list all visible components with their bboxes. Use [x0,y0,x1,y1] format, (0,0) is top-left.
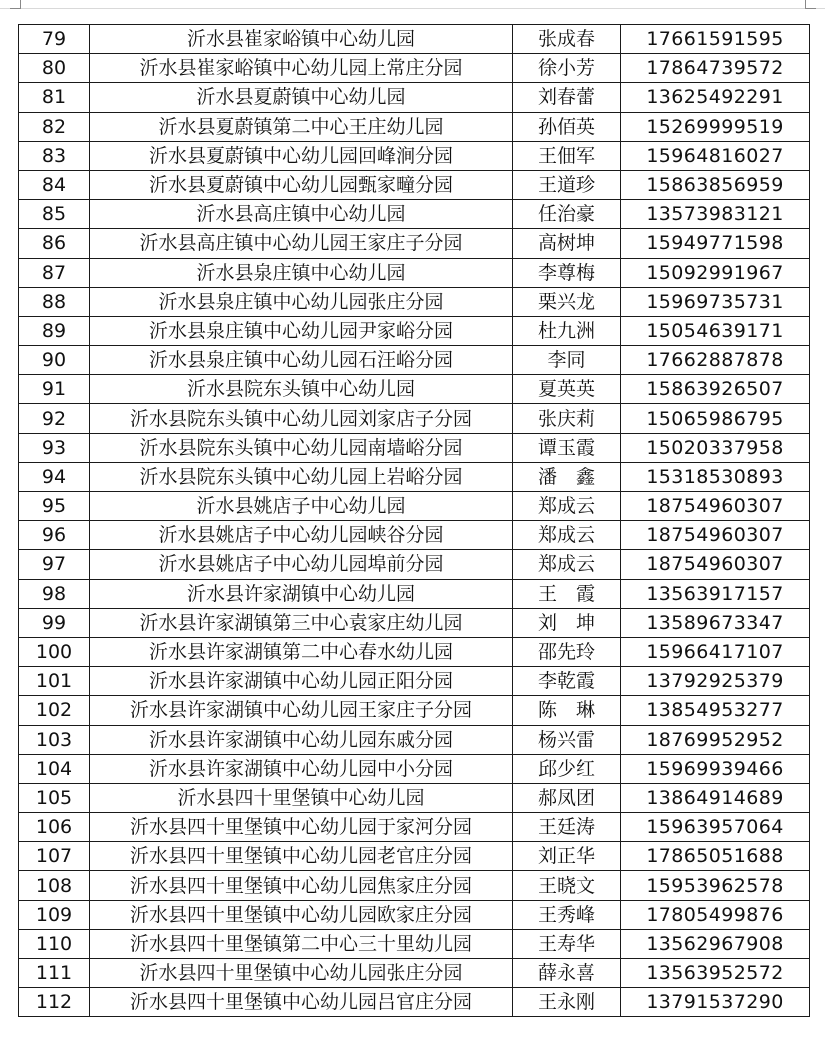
row-number-cell: 82 [19,112,90,141]
kindergarten-name-cell: 沂水县许家湖镇中心幼儿园中小分园 [90,754,513,783]
contact-person-cell: 郝凤团 [513,783,621,812]
contact-person-cell: 薛永喜 [513,959,621,988]
contact-person-cell: 李同 [513,346,621,375]
phone-number-cell: 15969939466 [621,754,810,783]
phone-number-cell: 13563952572 [621,959,810,988]
contact-person-cell: 李尊梅 [513,258,621,287]
contact-person-cell: 张庆莉 [513,404,621,433]
phone-number-cell: 13864914689 [621,783,810,812]
row-number-cell: 86 [19,229,90,258]
kindergarten-name-cell: 沂水县许家湖镇第二中心春水幼儿园 [90,637,513,666]
kindergarten-name-cell: 沂水县泉庄镇中心幼儿园张庄分园 [90,287,513,316]
phone-number-cell: 15065986795 [621,404,810,433]
row-number-cell: 81 [19,83,90,112]
phone-number-cell: 18769952952 [621,725,810,754]
row-number-cell: 88 [19,287,90,316]
phone-number-cell: 15054639171 [621,316,810,345]
contact-person-cell: 杨兴雷 [513,725,621,754]
row-number-cell: 103 [19,725,90,754]
table-row [19,929,810,958]
row-number-cell: 96 [19,521,90,550]
kindergarten-name-cell: 沂水县四十里堡镇中心幼儿园于家河分园 [90,813,513,842]
kindergarten-name-cell: 沂水县高庄镇中心幼儿园 [90,200,513,229]
page-corner-mark-right [805,0,816,9]
phone-number-cell: 15269999519 [621,112,810,141]
contact-person-cell: 郑成云 [513,492,621,521]
kindergarten-contact-table [18,24,810,1017]
row-number-cell: 85 [19,200,90,229]
row-number-cell: 111 [19,959,90,988]
contact-person-cell: 栗兴龙 [513,287,621,316]
table-row [19,170,810,199]
contact-person-cell: 邱少红 [513,754,621,783]
table-row [19,813,810,842]
row-number-cell: 83 [19,141,90,170]
phone-number-cell: 13791537290 [621,988,810,1017]
kindergarten-name-cell: 沂水县许家湖镇第三中心袁家庄幼儿园 [90,608,513,637]
phone-number-cell: 13573983121 [621,200,810,229]
kindergarten-name-cell: 沂水县高庄镇中心幼儿园王家庄子分园 [90,229,513,258]
row-number-cell: 94 [19,462,90,491]
table-row [19,871,810,900]
kindergarten-name-cell: 沂水县许家湖镇中心幼儿园 [90,579,513,608]
row-number-cell: 79 [19,25,90,54]
kindergarten-name-cell: 沂水县夏蔚镇第二中心王庄幼儿园 [90,112,513,141]
table-row [19,842,810,871]
table-row [19,783,810,812]
phone-number-cell: 17662887878 [621,346,810,375]
contact-person-cell: 张成春 [513,25,621,54]
row-number-cell: 97 [19,550,90,579]
table-row [19,141,810,170]
contact-person-cell: 夏英英 [513,375,621,404]
contact-person-cell: 谭玉霞 [513,433,621,462]
table-row [19,433,810,462]
table-row [19,54,810,83]
kindergarten-name-cell: 沂水县四十里堡镇中心幼儿园焦家庄分园 [90,871,513,900]
table-row [19,900,810,929]
phone-number-cell: 13854953277 [621,696,810,725]
table-row [19,608,810,637]
phone-number-cell: 17661591595 [621,25,810,54]
table-row [19,696,810,725]
page-corner-mark-left [10,0,21,9]
row-number-cell: 106 [19,813,90,842]
row-number-cell: 108 [19,871,90,900]
table-row [19,375,810,404]
row-number-cell: 91 [19,375,90,404]
kindergarten-name-cell: 沂水县院东头镇中心幼儿园南墙峪分园 [90,433,513,462]
contact-person-cell: 徐小芳 [513,54,621,83]
row-number-cell: 112 [19,988,90,1017]
table-row [19,492,810,521]
row-number-cell: 89 [19,316,90,345]
row-number-cell: 99 [19,608,90,637]
phone-number-cell: 13562967908 [621,929,810,958]
contact-person-cell: 孙佰英 [513,112,621,141]
table-row [19,725,810,754]
row-number-cell: 87 [19,258,90,287]
row-number-cell: 107 [19,842,90,871]
phone-number-cell: 15966417107 [621,637,810,666]
contact-person-cell: 邵先玲 [513,637,621,666]
kindergarten-name-cell: 沂水县许家湖镇中心幼儿园正阳分园 [90,667,513,696]
contact-person-cell: 刘正华 [513,842,621,871]
kindergarten-name-cell: 沂水县许家湖镇中心幼儿园东戚分园 [90,725,513,754]
kindergarten-name-cell: 沂水县四十里堡镇第二中心三十里幼儿园 [90,929,513,958]
contact-person-cell: 潘 鑫 [513,462,621,491]
phone-number-cell: 17805499876 [621,900,810,929]
phone-number-cell: 17865051688 [621,842,810,871]
kindergarten-name-cell: 沂水县四十里堡镇中心幼儿园张庄分园 [90,959,513,988]
table-row [19,404,810,433]
row-number-cell: 101 [19,667,90,696]
kindergarten-name-cell: 沂水县泉庄镇中心幼儿园 [90,258,513,287]
contact-person-cell: 郑成云 [513,550,621,579]
phone-number-cell: 15964816027 [621,141,810,170]
contact-person-cell: 王 霞 [513,579,621,608]
row-number-cell: 93 [19,433,90,462]
contact-person-cell: 王永刚 [513,988,621,1017]
contact-person-cell: 高树坤 [513,229,621,258]
phone-number-cell: 15963957064 [621,813,810,842]
row-number-cell: 90 [19,346,90,375]
kindergarten-name-cell: 沂水县泉庄镇中心幼儿园尹家峪分园 [90,316,513,345]
row-number-cell: 80 [19,54,90,83]
kindergarten-name-cell: 沂水县院东头镇中心幼儿园刘家店子分园 [90,404,513,433]
contact-person-cell: 李乾霞 [513,667,621,696]
kindergarten-name-cell: 沂水县姚店子中心幼儿园埠前分园 [90,550,513,579]
row-number-cell: 102 [19,696,90,725]
phone-number-cell: 15953962578 [621,871,810,900]
phone-number-cell: 13589673347 [621,608,810,637]
kindergarten-name-cell: 沂水县崔家峪镇中心幼儿园上常庄分园 [90,54,513,83]
kindergarten-name-cell: 沂水县四十里堡镇中心幼儿园欧家庄分园 [90,900,513,929]
contact-person-cell: 任治豪 [513,200,621,229]
contact-person-cell: 郑成云 [513,521,621,550]
contact-person-cell: 王佃军 [513,141,621,170]
row-number-cell: 98 [19,579,90,608]
phone-number-cell: 18754960307 [621,550,810,579]
contact-person-cell: 王廷涛 [513,813,621,842]
row-number-cell: 95 [19,492,90,521]
kindergarten-name-cell: 沂水县四十里堡镇中心幼儿园 [90,783,513,812]
contact-person-cell: 王秀峰 [513,900,621,929]
phone-number-cell: 15969735731 [621,287,810,316]
contact-person-cell: 王晓文 [513,871,621,900]
phone-number-cell: 13625492291 [621,83,810,112]
contact-person-cell: 刘春蕾 [513,83,621,112]
phone-number-cell: 15949771598 [621,229,810,258]
phone-number-cell: 13563917157 [621,579,810,608]
table-row [19,550,810,579]
table-row [19,667,810,696]
row-number-cell: 110 [19,929,90,958]
row-number-cell: 105 [19,783,90,812]
kindergarten-name-cell: 沂水县院东头镇中心幼儿园 [90,375,513,404]
phone-number-cell: 18754960307 [621,492,810,521]
table-row [19,258,810,287]
kindergarten-name-cell: 沂水县崔家峪镇中心幼儿园 [90,25,513,54]
phone-number-cell: 15318530893 [621,462,810,491]
phone-number-cell: 15863856959 [621,170,810,199]
phone-number-cell: 13792925379 [621,667,810,696]
table-row [19,287,810,316]
table-row [19,579,810,608]
contact-person-cell: 杜九洲 [513,316,621,345]
contact-person-cell: 王道珍 [513,170,621,199]
table-row [19,316,810,345]
phone-number-cell: 15092991967 [621,258,810,287]
kindergarten-name-cell: 沂水县夏蔚镇中心幼儿园回峰涧分园 [90,141,513,170]
kindergarten-name-cell: 沂水县四十里堡镇中心幼儿园吕官庄分园 [90,988,513,1017]
kindergarten-name-cell: 沂水县院东头镇中心幼儿园上岩峪分园 [90,462,513,491]
table-row [19,959,810,988]
contact-person-cell: 王寿华 [513,929,621,958]
table-body [19,25,810,1017]
kindergarten-name-cell: 沂水县夏蔚镇中心幼儿园 [90,83,513,112]
table-row [19,83,810,112]
table-row [19,521,810,550]
kindergarten-name-cell: 沂水县四十里堡镇中心幼儿园老官庄分园 [90,842,513,871]
table-row [19,637,810,666]
table-row [19,462,810,491]
phone-number-cell: 15863926507 [621,375,810,404]
kindergarten-name-cell: 沂水县夏蔚镇中心幼儿园甄家疃分园 [90,170,513,199]
kindergarten-name-cell: 沂水县姚店子中心幼儿园 [90,492,513,521]
row-number-cell: 92 [19,404,90,433]
row-number-cell: 100 [19,637,90,666]
table-row [19,988,810,1017]
table-row [19,112,810,141]
page-top-rule [0,8,825,9]
table-row [19,200,810,229]
kindergarten-name-cell: 沂水县姚店子中心幼儿园峡谷分园 [90,521,513,550]
phone-number-cell: 17864739572 [621,54,810,83]
table-row [19,346,810,375]
kindergarten-name-cell: 沂水县泉庄镇中心幼儿园石汪峪分园 [90,346,513,375]
kindergarten-name-cell: 沂水县许家湖镇中心幼儿园王家庄子分园 [90,696,513,725]
table-row [19,229,810,258]
row-number-cell: 109 [19,900,90,929]
contact-person-cell: 刘 坤 [513,608,621,637]
table-row [19,754,810,783]
table-row [19,25,810,54]
phone-number-cell: 15020337958 [621,433,810,462]
phone-number-cell: 18754960307 [621,521,810,550]
contact-person-cell: 陈 琳 [513,696,621,725]
row-number-cell: 104 [19,754,90,783]
row-number-cell: 84 [19,170,90,199]
